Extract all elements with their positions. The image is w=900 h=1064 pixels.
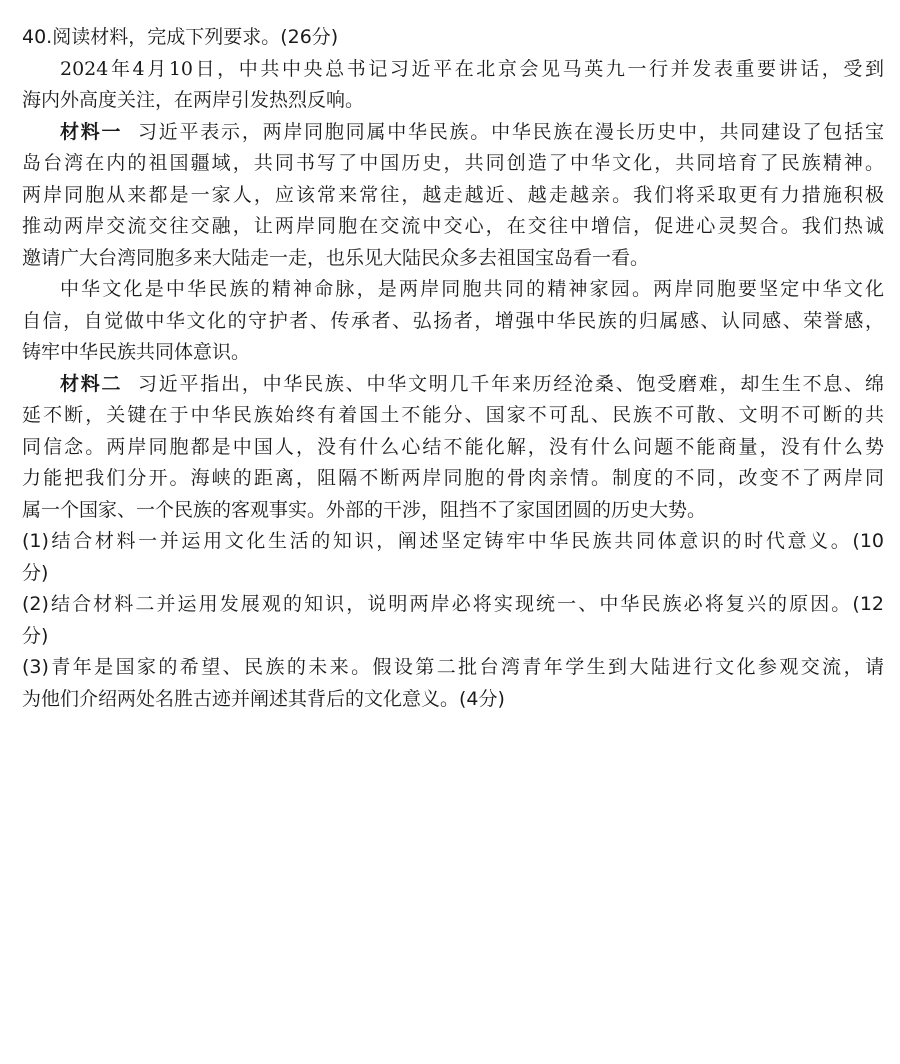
material1-text-1: 习近平表示，两岸同胞同属中华民族。中华民族在漫长历史中，共同建设了包括宝 (137, 120, 884, 143)
sub-question-2-line-2: 分) (22, 624, 49, 647)
material1-line-5: 邀请广大台湾同胞多来大陆走一走，也乐见大陆民众多去祖国宝岛看一看。 (22, 246, 650, 269)
material1-para2-line-3: 铸牢中华民族共同体意识。 (22, 341, 251, 363)
sub-question-1-line-1: (1)结合材料一并运用文化生活的知识，阐述坚定铸牢中华民族共同体意识的时代意义。(10 (22, 530, 884, 552)
material2-line-5: 属一个国家、一个民族的客观事实。外部的干涉，阻挡不了家国团圆的历史大势。 (22, 498, 707, 521)
material1-para2-line-1: 中华文化是中华民族的精神命脉，是两岸同胞共同的精神家园。两岸同胞要坚定中华文化 (60, 278, 884, 300)
material2-line-4: 力能把我们分开。海峡的距离，阻隔不断两岸同胞的骨肉亲情。制度的不同，改变不了两岸同 (22, 467, 884, 489)
sub-question-3-line-1: (3)青年是国家的希望、民族的未来。假设第二批台湾青年学生到大陆进行文化参观交流，请 (22, 656, 884, 678)
material2-line-1 (22, 369, 884, 401)
material2-label: 材料二 (60, 372, 123, 395)
material2-line-2: 延不断，关键在于中华民族始终有着国土不能分、国家不可乱、民族不可散、文明不可断的共 (22, 404, 884, 426)
material1-para2-line-2: 自信，自觉做中华文化的守护者、传承者、弘扬者，增强中华民族的归属感、认同感、荣誉感， (22, 309, 884, 332)
material1-line-2: 岛台湾在内的祖国疆域，共同书写了中国历史，共同创造了中华文化，共同培育了民族精神。 (22, 152, 884, 174)
sub-question-1-line-2: 分) (22, 561, 49, 584)
intro-line-1: 2024年4月10日，中共中央总书记习近平在北京会见马英九一行并发表重要讲话，受到 (60, 57, 884, 80)
material1-label: 材料一 (60, 120, 123, 143)
sub-question-3-line-2: 为他们介绍两处名胜古迹并阐述其背后的文化意义。(4分) (22, 687, 505, 710)
question-title: 40.阅读材料，完成下列要求。(26分) (22, 26, 339, 48)
material1-line-3: 两岸同胞从来都是一家人，应该常来常往，越走越近、越走越亲。我们将采取更有力措施积极 (22, 183, 884, 206)
exam-question-40 (22, 22, 884, 715)
sub-question-2-line-1: (2)结合材料二并运用发展观的知识，说明两岸必将实现统一、中华民族必将复兴的原因。(12 (22, 593, 884, 615)
intro-line-2: 海内外高度关注，在两岸引发热烈反响。 (22, 89, 365, 111)
material2-text-1: 习近平指出，中华民族、中华文明几千年来历经沧桑、饱受磨难，却生生不息、绵 (137, 372, 884, 395)
material2-line-3: 同信念。两岸同胞都是中国人，没有什么心结不能化解，没有什么问题不能商量，没有什么势 (22, 435, 884, 458)
material1-line-4: 推动两岸交流交往交融，让两岸同胞在交流中交心，在交往中增信，促进心灵契合。我们热诚 (22, 215, 884, 237)
material1-line-1 (22, 117, 884, 149)
